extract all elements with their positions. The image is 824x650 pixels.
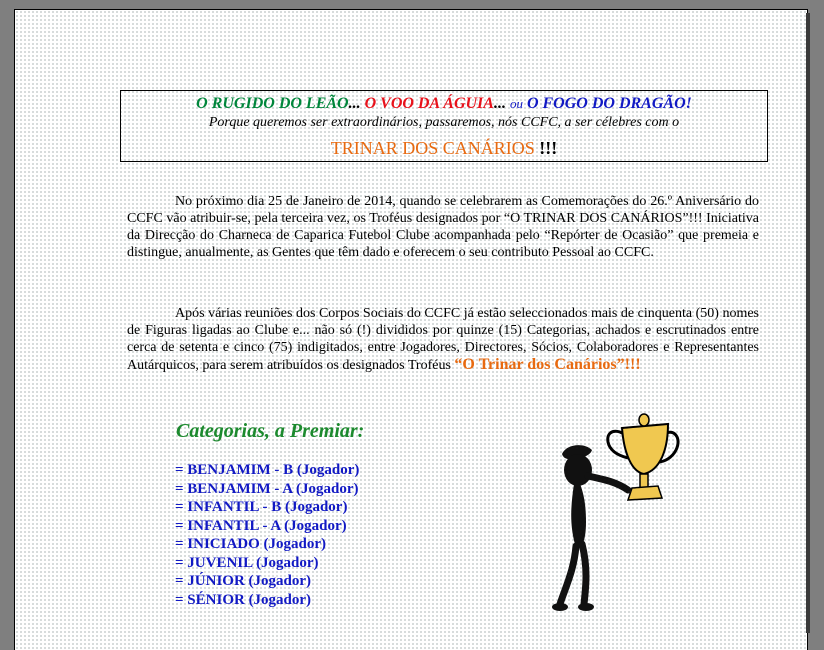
paragraph-2-highlight: “O Trinar dos Canários”!!! — [454, 356, 641, 373]
list-item: = INICIADO (Jogador) — [175, 536, 327, 552]
header-subtitle: Porque queremos ser extraordinários, passaremos, nós CCFC, a ser célebres com o — [208, 115, 680, 130]
list-item: = BENJAMIM - B (Jogador) — [175, 462, 360, 478]
list-item: = JUVENIL (Jogador) — [175, 554, 319, 571]
list-item: = JÚNIOR (Jogador) — [175, 573, 312, 589]
paragraph-2 — [127, 305, 759, 374]
header-title — [121, 136, 767, 160]
trophy-figure-illustration — [540, 410, 690, 615]
header-slogan — [121, 94, 767, 114]
slogan-dots-2: ... — [493, 95, 506, 112]
document-page — [14, 9, 808, 650]
list-item: = INFANTIL - A (Jogador) — [175, 517, 347, 534]
slogan-lion: O RUGIDO DO LEÃO — [196, 95, 349, 112]
paragraph-2-text: Após várias reuniões dos Corpos Sociais do CCFC já estão seleccionados mais de cinquenta (50) nomes de Figuras ligadas ao Clube e... não só (!) divididos por quinze (15) Categorias, achados e escrutinados entre cerca de setenta e cinco (75) indigitados, entre Jogadores, Directores, Sócios, Colaboradores e Representantes Autárquicos, para serem atribuídos os designados Troféus — [127, 306, 759, 373]
stick-figure-icon — [552, 445, 628, 611]
slogan-dragon: O FOGO DO DRAGÃO! — [526, 95, 692, 112]
header-box — [120, 90, 768, 162]
list-item: = BENJAMIM - A (Jogador) — [175, 480, 359, 497]
header-title-text: TRINAR DOS CANÁRIOS — [330, 138, 535, 158]
page-shadow — [806, 13, 810, 633]
slogan-dots-1: ... — [348, 95, 361, 112]
slogan-eagle: O VOO DA ÁGUIA — [364, 95, 494, 112]
header-title-exclaim: !!! — [539, 138, 558, 158]
paragraph-1-text: No próximo dia 25 de Janeiro de 2014, quando se celebrarem as Comemorações do 26.º Aniversário do CCFC vão atribuir-se, pela terceira vez, os Troféus designados por “O TRINAR DOS CANÁRIOS”!!! Iniciativa da Direcção do Charneca de Caparica Futebol Clube acompanhada pelo “Repórter de Ocasião” que premeia e distingue, anualmente, as Gentes que têm dado e oferecem o seu contributo Pessoal ao CCFC. — [127, 194, 759, 260]
paragraph-1 — [127, 193, 759, 261]
list-item: = INFANTIL - B (Jogador) — [175, 499, 348, 515]
list-item: = SÉNIOR (Jogador) — [175, 591, 312, 608]
categories-title: Categorias, a Premiar: — [176, 420, 365, 442]
categories-list — [175, 461, 359, 609]
slogan-ou: ou — [509, 96, 523, 111]
